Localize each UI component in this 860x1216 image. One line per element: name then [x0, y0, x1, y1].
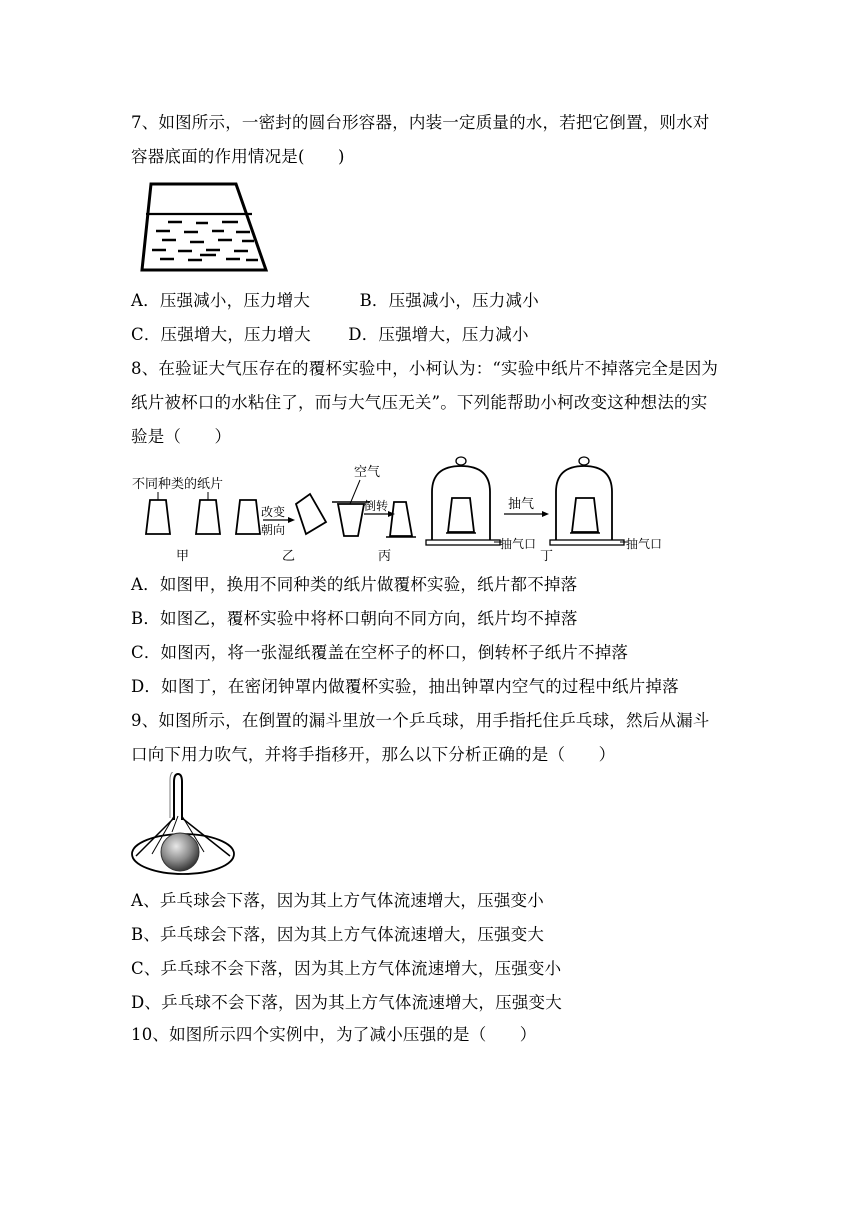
q8-label-change: 改变 — [261, 505, 286, 519]
q8-experiment-figure — [128, 456, 676, 566]
q8-label-outlet1: 抽气口 — [500, 537, 537, 551]
q8-cup-yi-2 — [296, 494, 326, 534]
q7-option-d[interactable]: D．压强增大，压力减小 — [348, 325, 529, 344]
q8-label-air: 空气 — [354, 465, 381, 480]
q7-stem-line1: 7、如图所示，一密封的圆台形容器，内装一定质量的水，若把它倒置，则水对 — [131, 113, 710, 132]
q7-stem-line2: 容器底面的作用情况是( ) — [131, 147, 345, 166]
q7-container-figure — [138, 182, 270, 274]
ping-pong-ball — [161, 833, 199, 871]
q8-option-b[interactable]: B．如图乙，覆杯实验中将杯口朝向不同方向，纸片均不掉落 — [131, 609, 578, 628]
q9-option-a[interactable]: A、乒乓球会下落，因为其上方气体流速增大，压强变小 — [131, 891, 544, 910]
q7-option-b[interactable]: B．压强减小，压力减小 — [359, 291, 539, 310]
q7-option-a[interactable]: A．压强减小，压力增大 — [131, 291, 311, 310]
q7-option-c[interactable]: C．压强增大，压力增大 — [131, 325, 311, 344]
q9-option-c[interactable]: C、乒乓球不会下落，因为其上方气体流速增大，压强变小 — [131, 959, 562, 978]
q8-cup-jia-1 — [146, 500, 170, 534]
q8-label-direction: 朝向 — [261, 523, 286, 537]
q9-funnel-figure — [130, 772, 236, 878]
q7-options-row1 — [131, 290, 539, 312]
q8-option-a[interactable]: A．如图甲，换用不同种类的纸片做覆杯实验，纸片都不掉落 — [131, 575, 578, 594]
q8-cup-yi-1 — [236, 500, 260, 534]
q9-stem-line1: 9、如图所示，在倒置的漏斗里放一个乒乓球，用手指托住乒乓球，然后从漏斗 — [131, 711, 710, 730]
q8-stem-line3: 验是（ ） — [131, 427, 232, 446]
q8-caption-jia: 甲 — [176, 549, 190, 564]
q8-bell-jar-right — [556, 466, 612, 540]
q8-caption-yi: 乙 — [282, 549, 296, 564]
q9-option-b[interactable]: B、乒乓球会下落，因为其上方气体流速增大，压强变大 — [131, 925, 545, 944]
q8-label-outlet2: 抽气口 — [626, 537, 663, 551]
q8-label-pump: 抽气 — [508, 497, 535, 512]
q8-cup-jia-2 — [196, 500, 220, 534]
q8-stem-line1: 8、在验证大气压存在的覆杯实验中，小柯认为：“实验中纸片不掉落完全是因为 — [131, 359, 719, 378]
q8-option-d[interactable]: D．如图丁，在密闭钟罩内做覆杯实验，抽出钟罩内空气的过程中纸片掉落 — [131, 677, 679, 696]
q8-label-paper: 不同种类的纸片 — [132, 477, 224, 492]
q9-stem-line2: 口向下用力吹气，并将手指移开，那么以下分析正确的是（ ） — [131, 745, 616, 764]
q9-option-d[interactable]: D、乒乓球不会下落，因为其上方气体流速增大，压强变大 — [131, 993, 562, 1012]
q10-stem-line1: 10、如图所示四个实例中，为了减小压强的是（ ） — [131, 1025, 537, 1044]
q8-caption-ding: 丁 — [540, 549, 554, 564]
q8-cup-bing-1 — [338, 504, 364, 536]
q8-caption-bing: 丙 — [378, 549, 392, 564]
q8-label-invert: 倒转 — [364, 499, 389, 513]
q8-stem-line2: 纸片被杯口的水粘住了，而与大气压无关”。下列能帮助小柯改变这种想法的实 — [131, 393, 708, 412]
q8-cup-bing-2 — [390, 502, 412, 536]
q8-bell-jar-left — [432, 466, 490, 540]
q8-option-c[interactable]: C．如图丙，将一张湿纸覆盖在空杯子的杯口，倒转杯子纸片不掉落 — [131, 643, 629, 662]
q7-options-row2 — [131, 324, 529, 346]
